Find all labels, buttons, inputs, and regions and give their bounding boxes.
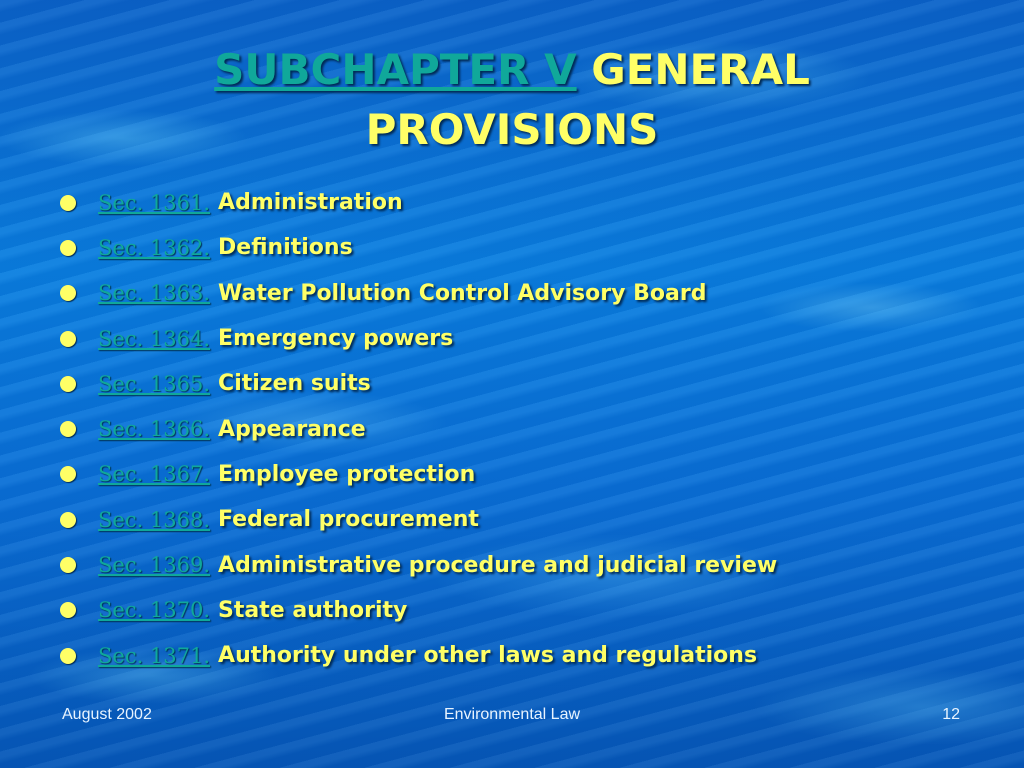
footer-date: August 2002: [62, 706, 152, 723]
footer-course: Environmental Law: [443, 706, 581, 723]
bullet-icon: [60, 285, 76, 301]
bullet-icon: [60, 512, 76, 528]
slide-title: [0, 40, 1024, 160]
list-item: [60, 180, 1010, 225]
list-item: [60, 406, 1010, 451]
section-label: Employee protection: [218, 461, 476, 487]
footer-page-number: 12: [942, 706, 960, 723]
list-item: [60, 633, 1010, 678]
section-label: Administrative procedure and judicial review: [218, 552, 778, 578]
list-item: [60, 452, 1010, 497]
section-link[interactable]: Sec. 1371.: [98, 643, 211, 668]
section-label: Federal procurement: [218, 507, 479, 533]
bullet-icon: [60, 557, 76, 573]
list-item: [60, 542, 1010, 587]
section-link[interactable]: Sec. 1369.: [98, 553, 211, 578]
section-list: [60, 180, 1010, 678]
section-label: State authority: [218, 597, 408, 623]
list-item: [60, 316, 1010, 361]
section-link[interactable]: Sec. 1368.: [98, 507, 211, 532]
bullet-icon: [60, 240, 76, 256]
list-item: [60, 361, 1010, 406]
section-label: Definitions: [218, 235, 353, 261]
bullet-icon: [60, 331, 76, 347]
title-text-line1: GENERAL: [591, 45, 810, 94]
section-link[interactable]: Sec. 1363.: [98, 281, 211, 306]
bullet-icon: [60, 421, 76, 437]
section-label: Water Pollution Control Advisory Board: [218, 280, 707, 306]
section-link[interactable]: Sec. 1364.: [98, 326, 211, 351]
bullet-icon: [60, 376, 76, 392]
section-link[interactable]: Sec. 1362.: [98, 235, 211, 260]
section-link[interactable]: Sec. 1361.: [98, 190, 211, 215]
section-label: Authority under other laws and regulations: [218, 643, 758, 669]
list-item: [60, 271, 1010, 316]
bullet-icon: [60, 602, 76, 618]
bullet-icon: [60, 195, 76, 211]
section-link[interactable]: Sec. 1365.: [98, 371, 211, 396]
list-item: [60, 497, 1010, 542]
section-label: Administration: [218, 190, 403, 216]
section-label: Citizen suits: [218, 371, 371, 397]
section-label: Emergency powers: [218, 326, 454, 352]
subchapter-link[interactable]: SUBCHAPTER V: [214, 45, 577, 94]
section-link[interactable]: Sec. 1367.: [98, 462, 211, 487]
section-link[interactable]: Sec. 1366.: [98, 417, 211, 442]
list-item: [60, 588, 1010, 633]
section-link[interactable]: Sec. 1370.: [98, 598, 211, 623]
list-item: [60, 225, 1010, 270]
title-text-line2: PROVISIONS: [365, 105, 659, 154]
section-label: Appearance: [218, 416, 366, 442]
bullet-icon: [60, 466, 76, 482]
bullet-icon: [60, 648, 76, 664]
